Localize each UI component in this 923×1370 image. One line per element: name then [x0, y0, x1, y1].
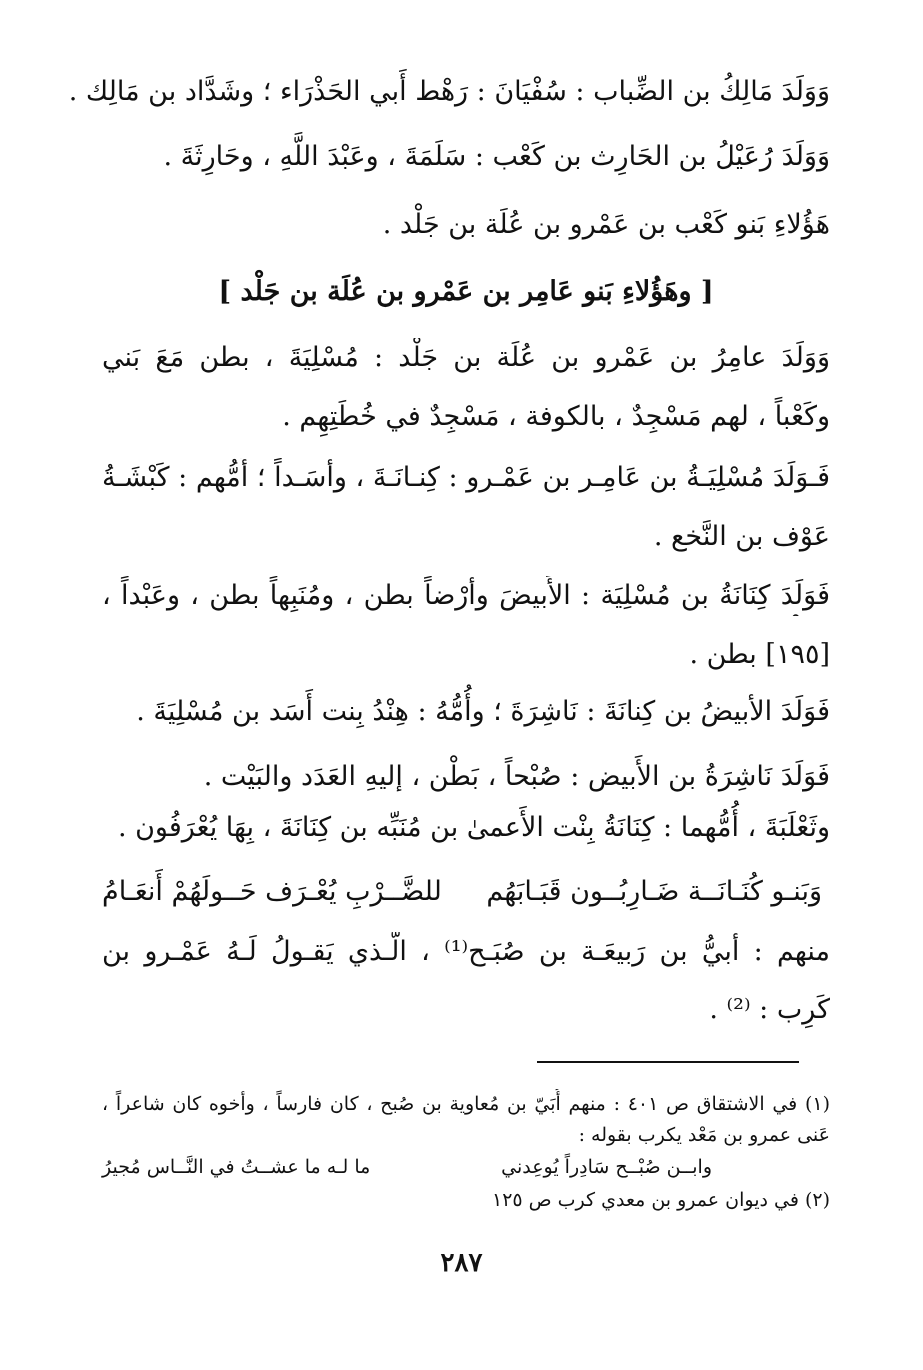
footnote-1: (١) في الاشتقاق ص ٤٠١ : منهم أُبَيّ بن مُعاوية بن صُبح ، كان فارساً ، وأخوه كان شاعراً ، [102, 1093, 830, 1115]
verse-hemistich-second: للضَّــرْبِ يُعْـرَف حَــولَهُمْ أَنعَـامُ [102, 876, 442, 907]
text-line: وَوَلَدَ مَالِكُ بن الضِّباب : سُفْيَانَ : رَهْط أَبي الحَذْرَاء ؛ وشَدَّاد بن مَالِك . [68, 76, 830, 107]
footnote-1-continuation: عَنى عمرو بن مَعْد يكرب بقوله : [578, 1124, 830, 1146]
text-line: منهم : أَبيُّ بن رَبيعَـة بن صُبَـح⁽¹⁾ ، الَّـذي يَقـولُ لَـهُ عَمْـرو بن [102, 936, 830, 967]
text-line: فَـوَلَدَ مُسْلِيَـةُ بن عَامِـر بن عَمْـرو : كِنـانَـةَ ، وأَسَـداً ؛ أُمُّهم : كَبْشَـةُ [102, 462, 830, 493]
text-line: فَوَلَدَ نَاشِرَةُ بن الأَبيض : صُبْحاً ، بَطْن ، إليهِ العَدَد والبَيْت . [203, 761, 830, 792]
text-line: وَوَلَدَ رُعَيْلُ بن الحَارِث بن كَعْب : سَلَمَةَ ، وعَبْدَ اللَّهِ ، وحَارِثَةَ . [163, 141, 830, 172]
text-line: هَؤُلاءِ بَنو كَعْب بن عَمْرو بن عُلَة بن جَلْد . [382, 209, 830, 240]
text-line: عَوْف بن النَّخع . [653, 521, 830, 552]
footnote-verse-second: ما لـه ما عشــتُ في النَّــاس مُجيرُ [102, 1156, 371, 1178]
text-line: كَرِب : ⁽²⁾ . [709, 994, 830, 1025]
text-line: فَوَلَدَ الأبيضُ بن كِنانَةَ : نَاشِرَةَ ؛ وأُمُّهُ : هِنْدُ بِنت أَسَد بن مُسْلِيَةَ . [136, 696, 830, 727]
text-line: فَوَلَدَ كِنَانَةُ بن مُسْلِيَة : الأَبيضَ وأَرْضاً بطن ، ومُنَبِهاً بطن ، وعَبْداً ، [102, 580, 830, 611]
footnote-2: (٢) في ديوان عمرو بن معدي كرب ص ١٢٥ [491, 1189, 830, 1211]
text-line: [١٩٥] بطن . [689, 639, 830, 670]
footnote-separator [537, 1061, 799, 1063]
text-line: وَوَلَدَ عامِرُ بن عَمْرو بن عُلَة بن جَلْد : مُسْلِيَةَ ، بطن مَعَ بَني [102, 342, 830, 373]
text-line: وكَعْباً ، لهم مَسْجِدٌ ، بالكوفة ، مَسْجِدٌ في خُطَتِهِم . [282, 401, 830, 432]
footnote-verse [102, 1152, 830, 1182]
section-heading: [ وهَؤُلاءِ بَنو عَامِر بن عَمْرو بن عُلَة بن جَلْد ] [218, 276, 714, 307]
text-line: وثَعْلَبَةَ ، أُمُّهما : كِنَانَةُ بِنْت الأَعمىٰ بن مُنَبِّه بن كِنَانَةَ ، بِهَا يُعْرَفُون . [117, 812, 830, 843]
page-number: ٢٨٧ [440, 1248, 483, 1278]
poem-verse [102, 872, 830, 912]
footnote-verse-first: وابــن صُبْــح سَادِراً يُوعِدني [501, 1156, 712, 1178]
verse-hemistich-first: وَبَنـو كُنَـانَــة ضَـارِبُــون قَبَـابَهُم [486, 876, 822, 907]
